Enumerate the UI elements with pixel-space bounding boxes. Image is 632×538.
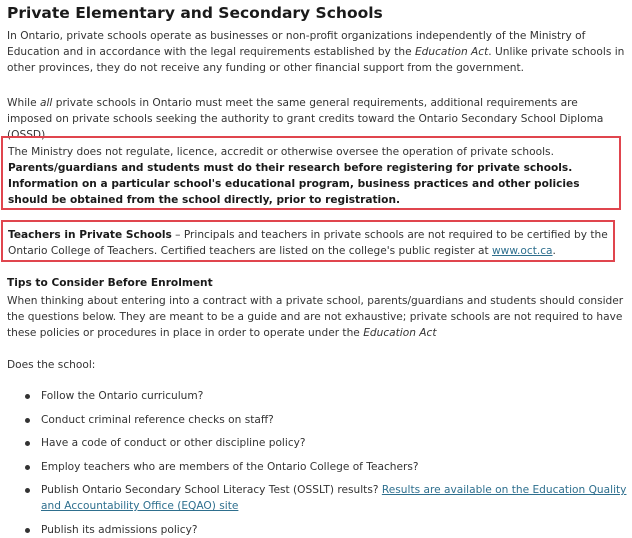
intro-p2-italic: all: [39, 97, 53, 109]
teachers-heading: Teachers in Private Schools: [8, 229, 172, 241]
list-item: [41, 459, 631, 475]
tips-paragraph: [7, 293, 625, 341]
list-item: [41, 482, 631, 514]
question-text: Conduct criminal reference checks on staff?: [41, 414, 274, 426]
eqao-link[interactable]: Results are available on the Education Quality and Accountability Office (EQAO) site: [41, 484, 627, 512]
question-text: Have a code of conduct or other discipline policy?: [41, 437, 306, 449]
tips-heading: Tips to Consider Before Enrolment: [7, 277, 213, 289]
bullet-icon: [25, 488, 30, 493]
intro-paragraph-1: [7, 28, 625, 76]
teachers-box: [1, 220, 615, 262]
question-text: Follow the Ontario curriculum?: [41, 390, 204, 402]
notice-line: The Ministry does not regulate, licence, accredit or otherwise oversee the operation of private schools.: [8, 146, 554, 158]
page-title: Private Elementary and Secondary Schools: [7, 4, 383, 22]
intro-p2-a: While: [7, 97, 40, 109]
intro-p1-tail: . Unlike private schools in other provinces, they do not receive any funding or other financial support from the government.: [7, 46, 625, 74]
bullet-icon: [25, 394, 30, 399]
list-item: [41, 435, 631, 451]
notice-box: [1, 136, 621, 210]
list-item: [41, 522, 631, 538]
intro-p1-text: In Ontario, private schools operate as businesses or non-profit organizations independently of the Ministry of Education and in accordance with the legal requirements established by the: [7, 30, 586, 58]
question-text: Publish its admissions policy?: [41, 524, 198, 536]
question-text: Employ teachers who are members of the Ontario College of Teachers?: [41, 461, 419, 473]
bullet-icon: [25, 441, 30, 446]
question-text: Publish Ontario Secondary School Literacy Test (OSSLT) results?: [41, 484, 382, 496]
list-item: [41, 412, 631, 428]
teachers-tail: .: [552, 245, 556, 257]
bullet-icon: [25, 418, 30, 423]
intro-p2-b: private schools in Ontario must meet the same general requirements, additional requirements are imposed on private schools seeking the authority to grant credits toward the Ontario Secondary School Diploma (OSSD).: [7, 97, 604, 141]
bullet-icon: [25, 465, 30, 470]
tips-text: When thinking about entering into a contract with a private school, parents/guardians and students should consider the questions below. They are meant to be a guide and are not exhaustive; private schools are not required to have these policies or procedures in place in order to operate under the: [7, 295, 624, 339]
notice-bold-text: Parents/guardians and students must do their research before registering for private schools. Information on a particular school's educational program, business practices and other policies should be obtained from the school directly, prior to registration.: [8, 162, 580, 206]
does-label: Does the school:: [7, 359, 96, 371]
list-item: [41, 388, 631, 404]
tips-italic: Education Act: [363, 327, 437, 339]
bullet-icon: [25, 528, 30, 533]
oct-link[interactable]: www.oct.ca: [492, 245, 553, 257]
education-act-reference: Education Act: [414, 46, 489, 58]
teachers-text: – Principals and teachers in private schools are not required to be certified by the Ontario College of Teachers. Certified teachers are listed on the college's public register at: [8, 229, 608, 257]
